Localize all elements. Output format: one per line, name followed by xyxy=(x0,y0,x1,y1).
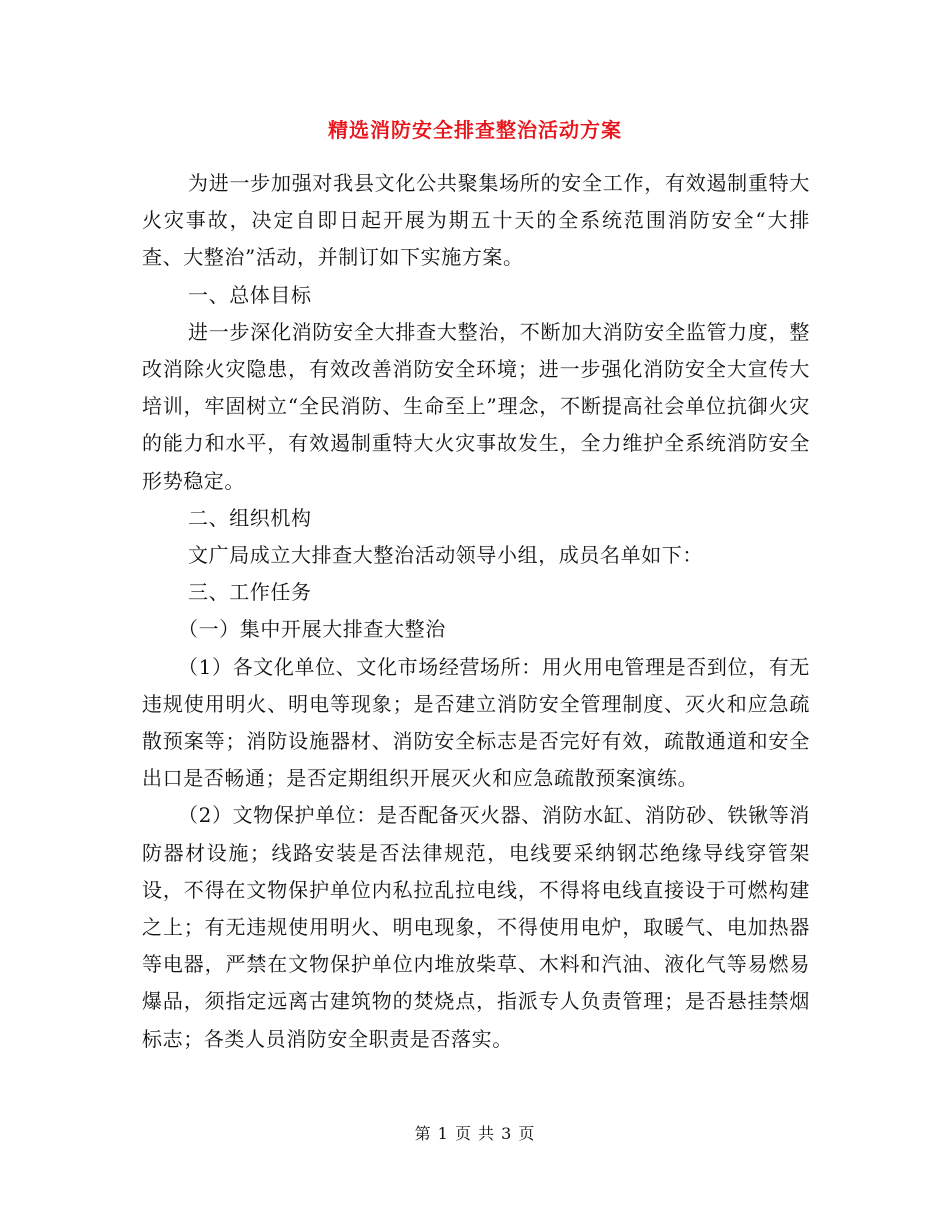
document-body xyxy=(142,165,810,1058)
subsection-heading: （一）集中开展大排查大整治 xyxy=(178,617,446,642)
page-number-footer: 第 1 页 共 3 页 xyxy=(414,1124,536,1143)
task-item-1: （1）各文化单位、文化市场经营场所：用火用电管理是否到位，有无违规使用明火、明电等现象；是否建立消防安全管理制度、灭火和应急疏散预案等；消防设施器材、消防安全标志是否完好有效，疏散通道和安全出口是否畅通；是否定期组织开展灭火和应急疏散预案演练。 xyxy=(142,654,810,791)
section-heading-tasks: 三、工作任务 xyxy=(188,580,312,605)
section-heading-goals: 一、总体目标 xyxy=(188,282,312,307)
task-item-2: （2）文物保护单位：是否配备灭火器、消防水缸、消防砂、铁锹等消防器材设施；线路安装是否法律规范，电线要采纳钢芯绝缘导线穿管架设，不得在文物保护单位内私拉乱拉电线，不得将电线直接设于可燃构建之上；有无违规使用明火、明电现象，不得使用电炉，取暖气、电加热器等电器，严禁在文物保护单位内堆放柴草、木料和汽油、液化气等易燃易爆品，须指定远离古建筑物的焚烧点，指派专人负责管理；是否悬挂禁烟标志；各类人员消防安全职责是否落实。 xyxy=(142,803,810,1051)
section-heading-organization: 二、组织机构 xyxy=(188,505,312,530)
goals-paragraph: 进一步深化消防安全大排查大整治，不断加大消防安全监管力度，整改消除火灾隐患，有效改善消防安全环境；进一步强化消防安全大宣传大培训，牢固树立“全民消防、生命至上”理念，不断提高社会单位抗御火灾的能力和水平，有效遏制重特大火灾事故发生，全力维护全系统消防安全形势稳定。 xyxy=(142,319,810,493)
organization-paragraph: 文广局成立大排查大整治活动领导小组，成员名单如下： xyxy=(188,543,703,568)
intro-paragraph: 为进一步加强对我县文化公共聚集场所的安全工作，有效遏制重特大火灾事故，决定自即日起开展为期五十天的全系统范围消防安全“大排查、大整治”活动，并制订如下实施方案。 xyxy=(142,171,810,270)
document-title: 精选消防安全排查整治活动方案 xyxy=(328,118,622,142)
